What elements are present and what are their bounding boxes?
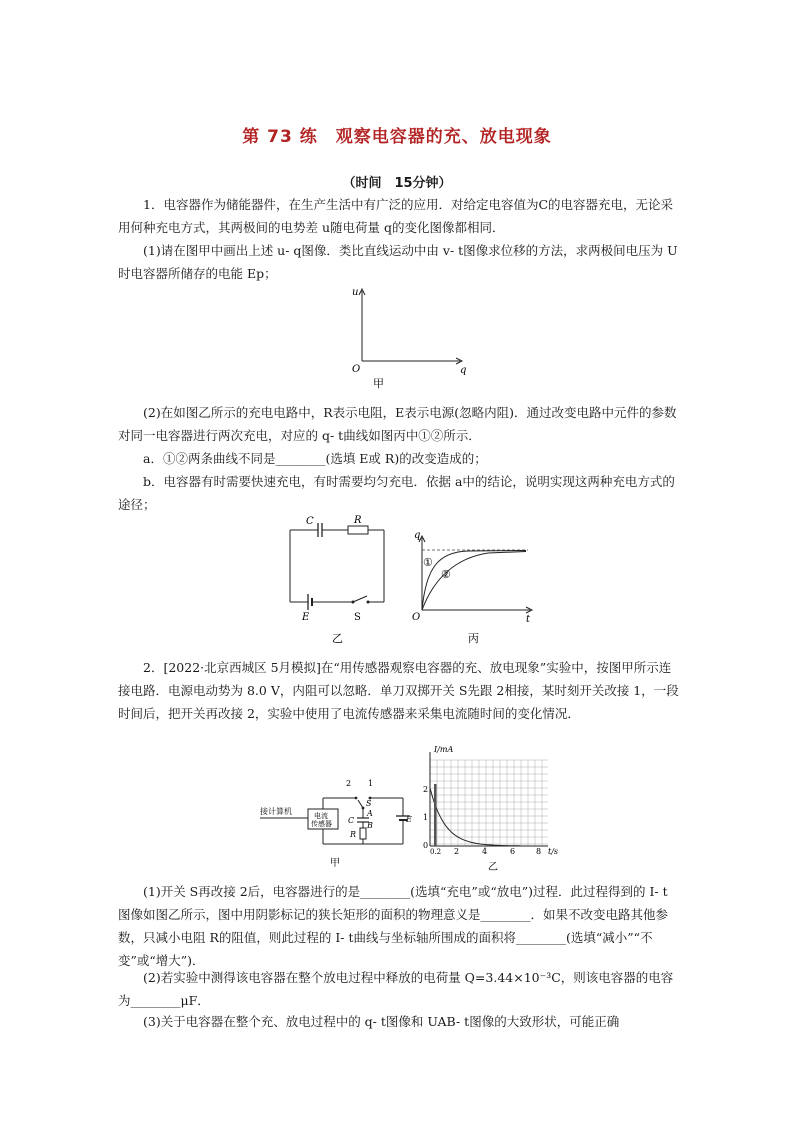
label-e: E — [302, 612, 310, 623]
x-tick-6: 6 — [510, 847, 516, 856]
y-axis-label: I/mA — [434, 745, 454, 754]
figure-caption: 乙 — [332, 632, 343, 645]
q1-part2: (2)在如图乙所示的充电电路中，R表示电阻，E表示电源(忽略内阻)．通过改变电路中元件的参数对同一电容器进行两次充电，对应的 q- t曲线如图丙中①②所示． — [118, 405, 677, 443]
q1-figure-jia — [340, 283, 480, 393]
switch-s-label: S — [366, 799, 372, 808]
q1-part2b: b．电容器有时需要快速充电，有时需要均匀充电．依据 a中的结论，说明实现这两种充电方式的途径； — [118, 474, 675, 512]
figure-caption: 甲 — [330, 858, 340, 869]
label-r: R — [354, 515, 362, 526]
label-s: S — [354, 612, 361, 623]
y-tick-0: 0 — [423, 841, 429, 850]
origin-label: O — [352, 364, 361, 375]
figure-caption: 甲 — [373, 377, 384, 390]
q1-intro: 1．电容器作为储能器件，在生产生活中有广泛的应用．对给定电容值为C的电容器充电，无论采用何种充电方式，其两极间的电势差 u随电荷量 q的变化图像都相同． — [118, 197, 674, 235]
q1-part2a: a．①②两条曲线不同是________(选填 E或 R)的改变造成的； — [118, 451, 487, 466]
curve-1-label: ① — [423, 556, 433, 569]
label-c: C — [306, 516, 314, 527]
time-limit: （时间 15分钟） — [342, 176, 452, 191]
terminal-2-label: 2 — [346, 779, 352, 788]
axis-t-label: t — [526, 614, 531, 625]
sensor-label-2: 传感器 — [311, 820, 332, 828]
terminal-1-label: 1 — [368, 779, 374, 788]
axis-q-label: q — [460, 365, 467, 376]
point-b-label: B — [367, 821, 373, 830]
axis-q-label: q — [414, 530, 421, 541]
shaded-strip — [434, 784, 437, 846]
sensor-label-1: 电流 — [314, 812, 328, 820]
x-tick-2: 2 — [454, 847, 460, 856]
computer-label: 接计算机 — [260, 807, 292, 816]
origin-label: O — [412, 612, 421, 623]
x-tick-0.2: 0.2 — [430, 848, 442, 856]
page-title: 第 73 练 观察电容器的充、放电现象 — [242, 127, 552, 147]
q2-figure-jia-circuit — [258, 778, 418, 870]
chart-grid — [430, 760, 548, 846]
capacitor-c-label: C — [348, 816, 355, 825]
axis-u-label: u — [352, 287, 359, 298]
resistor-r-label: R — [350, 830, 357, 839]
source-e-label: E — [406, 815, 412, 824]
y-tick-1: 1 — [423, 813, 429, 822]
q1-figure-yi-circuit — [282, 514, 392, 646]
curve-2-label: ② — [441, 568, 451, 581]
x-tick-8: 8 — [536, 847, 542, 856]
q2-part1: (1)开关 S再改接 2后，电容器进行的是________(选填“充电”或“放电”)过程．此过程得到的 I- t图像如图乙所示，图中用阴影标记的狭长矩形的面积的物理意义是________．如果不改变电路其他参数，只减小电阻 R的阻值，则此过程的 I- t曲线与坐标轴所围成的面积将________(选填“减小”“不变”或“增大”)． — [118, 884, 669, 968]
q1-part1: (1)请在图甲中画出上述 u- q图像．类比直线运动中由 v- t图像求位移的方法，求两极间电压为 U时电容器所储存的电能 Ep； — [118, 243, 678, 281]
figure-caption: 丙 — [468, 632, 479, 645]
q2-part3: (3)关于电容器在整个充、放电过程中的 q- t图像和 UAB- t图像的大致形状，可能正确 — [118, 1014, 620, 1029]
discharge-curve — [430, 788, 520, 846]
point-a-label: A — [367, 809, 373, 818]
x-tick-4: 4 — [482, 847, 488, 856]
y-tick-2: 2 — [423, 785, 429, 794]
q2-intro: 2．[2022·北京西城区 5月模拟]在“用传感器观察电容器的充、放电现象”实验中，按图甲所示连接电路．电源电动势为 8.0 V，内阻可以忽略．单刀双掷开关 S先跟 2相接，某时刻开关改接 1，一段时间后，把开关再改接 2，实验中使用了电流传感器来采集电流随时间的变化情况． — [118, 660, 679, 721]
q2-figure-yi-chart — [420, 744, 565, 872]
x-axis-label: t/s — [548, 847, 559, 856]
q1-figure-bing-chart — [408, 528, 538, 646]
figure-caption: 乙 — [488, 862, 498, 872]
q2-part2: (2)若实验中测得该电容器在整个放电过程中释放的电荷量 Q=3.44×10⁻³C，则该电容器的电容为________μF． — [118, 970, 674, 1008]
